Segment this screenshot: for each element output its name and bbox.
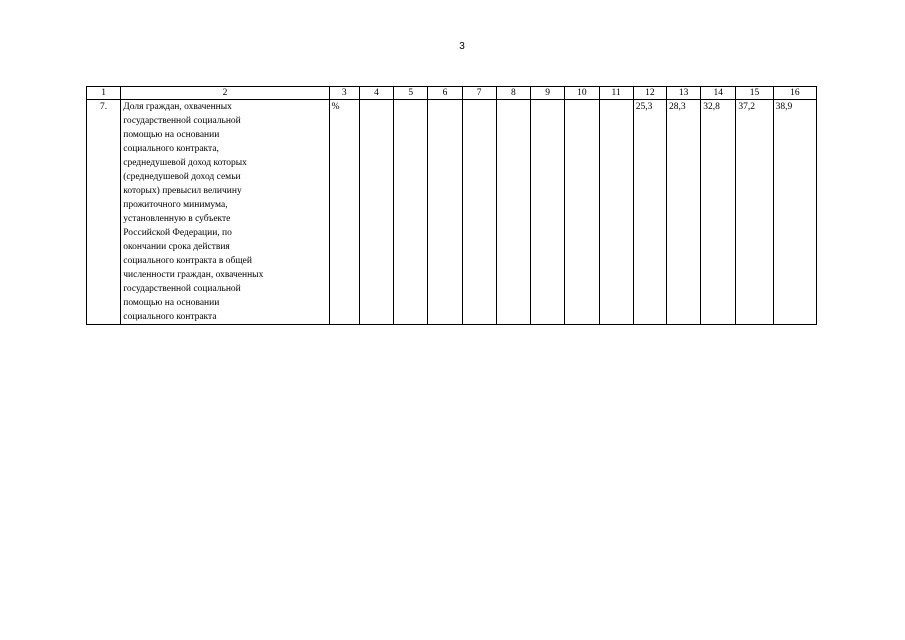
column-number: 11 — [599, 87, 633, 100]
column-number: 16 — [773, 87, 816, 100]
column-number: 4 — [359, 87, 393, 100]
page-number: 3 — [459, 41, 465, 52]
value-cell — [531, 100, 565, 325]
column-number: 1 — [87, 87, 121, 100]
value-cell — [496, 100, 530, 325]
value-cell — [599, 100, 633, 325]
value-cell: 37,2 — [736, 100, 773, 325]
value-cell: 32,8 — [701, 100, 736, 325]
value-cell — [394, 100, 428, 325]
value-cell: 38,9 — [773, 100, 816, 325]
column-number: 3 — [329, 87, 359, 100]
value-cell — [462, 100, 496, 325]
column-number: 12 — [633, 87, 666, 100]
column-number: 14 — [701, 87, 736, 100]
value-cell: 25,3 — [633, 100, 666, 325]
column-number-row — [87, 87, 817, 100]
value-cell: 28,3 — [666, 100, 700, 325]
column-number: 9 — [531, 87, 565, 100]
column-number: 15 — [736, 87, 773, 100]
column-number: 2 — [121, 87, 329, 100]
value-cell — [565, 100, 599, 325]
column-number: 7 — [462, 87, 496, 100]
table-row — [87, 100, 817, 325]
column-number: 13 — [666, 87, 700, 100]
value-cell — [428, 100, 462, 325]
unit-cell: % — [329, 100, 359, 325]
row-number-cell: 7. — [87, 100, 121, 325]
column-number: 8 — [496, 87, 530, 100]
column-number: 10 — [565, 87, 599, 100]
indicator-table — [86, 86, 817, 325]
value-cell — [359, 100, 393, 325]
indicator-description-cell: Доля граждан, охваченных государственной социальной помощью на основании социального контракта, среднедушевой доход которых (среднедушевой доход семьи которых) превысил величину прожиточного минимума, установленную в субъекте Российской Федерации, по окончании срока действия социального контракта в общей численности граждан, охваченных государственной социальной помощью на основании социального контракта — [121, 100, 329, 325]
column-number: 6 — [428, 87, 462, 100]
column-number: 5 — [394, 87, 428, 100]
